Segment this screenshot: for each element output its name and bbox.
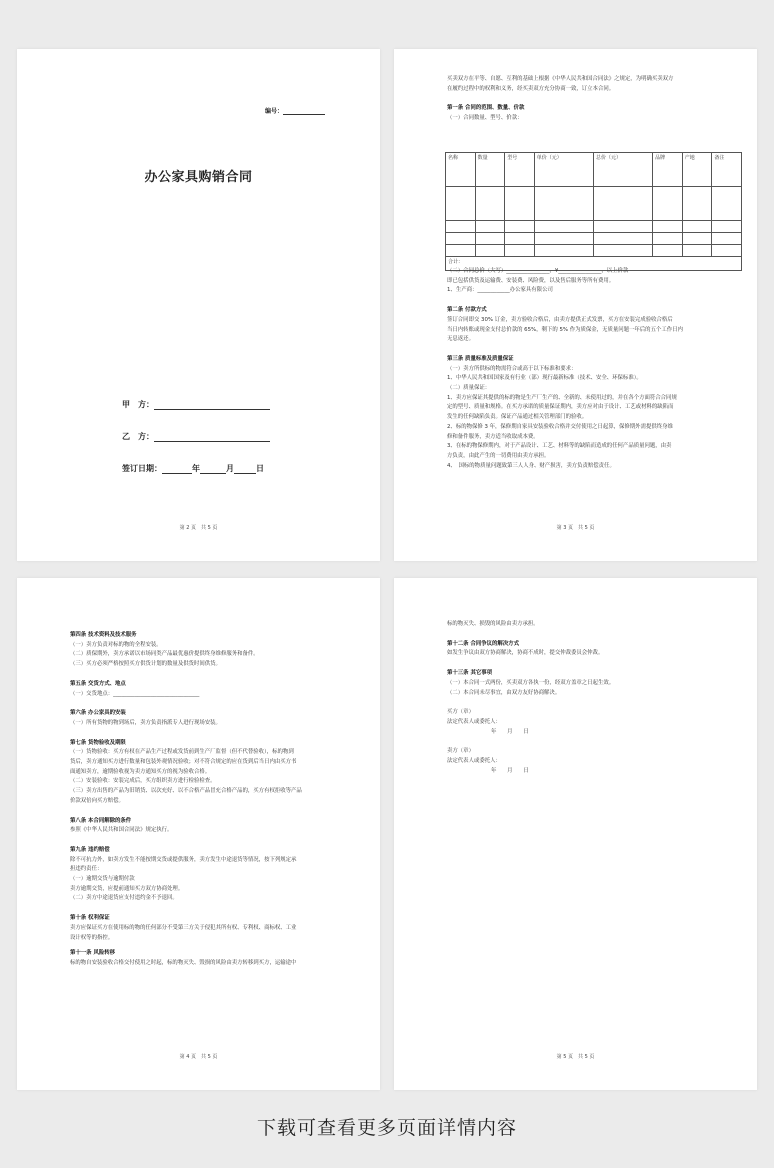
text-line: 当日内转账或现金支付总价款的 65%，剩下的 5% 作为质保金，无质量问题一年后的五个工作日内 (447, 326, 683, 333)
article-heading: 第三条 质量标准及质量保证 (447, 355, 514, 362)
page-3 (17, 578, 380, 1090)
text-line: 如发生争议由双方协商解决，协商不成时，提交仲裁委员会仲裁。 (447, 650, 604, 657)
article-heading: 第五条 交货方式、地点 (70, 680, 126, 687)
contract-number-blank (283, 108, 325, 115)
buyer-seal-label: 买方（章） (447, 709, 474, 716)
text-line: 1、卖方应保证其提供的标的物是生产厂生产的、全新的、未使用过的，并在各个方面符合合同规 (447, 394, 677, 401)
day-blank (234, 465, 256, 474)
article-heading: 第十一条 风险转移 (70, 950, 116, 957)
text-line: 1、生产商：____________办公家具有限公司 (447, 287, 553, 294)
text-line: （三）卖方出售的产品为旧销货、以次充好、以不合格产品冒充合格产品的，买方有权拒收等产品 (70, 788, 302, 795)
text-line: （一）逾期交货与逾期付款 (70, 876, 135, 883)
text-line: 卖方应保证买方在使用标的物的任何部分不受第三方关于侵犯其所有权、专利权、商标权、工业 (70, 924, 297, 931)
text-line: （一）合同数量、型号、价款： (447, 115, 523, 122)
article-heading: 第四条 技术资料及技术服务 (70, 632, 137, 638)
table-header-cell: 名称 (446, 153, 476, 187)
page-footer: 第 5 页 共 5 页 (556, 1054, 595, 1060)
text-line: 面通知卖方，逾期验收视为卖方通知买方的视为验收合格。 (70, 768, 211, 775)
page-4 (394, 578, 757, 1090)
text-line: 买卖双方在平等、自愿、互利的基础上根据《中华人民共和国合同法》之规定，为明确买卖双方 (447, 76, 674, 82)
text-line: 标的物灭失、损毁的风险由卖方承担。 (447, 621, 539, 627)
table-header-cell: 总价（元） (593, 153, 652, 187)
party-a (122, 399, 270, 410)
buyer-representative-label: 法定代表人或委托人： (447, 718, 501, 725)
text-line: 4、 国标的物质量问题致第三人人身、财产损害，卖方负责赔偿责任。 (447, 462, 615, 469)
text-line: 参照《中华人民共和国合同法》规定执行。 (70, 827, 173, 834)
text-line: 价款双倍向买方赔偿。 (70, 797, 124, 804)
text-line: 货后，卖方通知买方进行数量和包装外观情况验收；对不符合规定的应在货到后当日内由买方书 (70, 759, 297, 766)
text-line: 无息返还。 (447, 336, 474, 343)
article-heading: 第十条 权利保证 (70, 915, 110, 922)
text-line: （一）本合同一式两份，买卖双方各执一份，经双方盖章之日起生效。 (447, 679, 615, 686)
table-header-row (446, 153, 742, 187)
party-b-label: 乙 方： (122, 432, 154, 441)
seller-date: 年 月 日 (491, 767, 529, 774)
text-line: 方负责，由此产生的一切费用由卖方承担。 (447, 452, 550, 459)
text-line: 定的型号、质量和规格。在买方承诺的质量保证期内，卖方应对由于设计、工艺或材料的缺陷而 (447, 404, 674, 411)
text-line: （二）本合同未尽事宜，由双方友好协商解决。 (447, 689, 561, 696)
table-total-cell: 合计： (446, 257, 742, 271)
page-2-text-lower (447, 267, 720, 471)
text-line: 卖方逾期交货，应提前通知买方双方协商处理。 (70, 885, 184, 892)
table-row (446, 221, 742, 233)
article-heading: 第一条 合同的范围、数量、价款 (447, 105, 525, 112)
article-heading: 第九条 违约赔偿 (70, 846, 110, 853)
page-4-text (447, 620, 720, 776)
year-blank (162, 465, 192, 474)
article-heading: 第二条 付款方式 (447, 307, 487, 314)
party-a-label: 甲 方： (122, 400, 154, 409)
day-label: 日 (256, 464, 264, 473)
buyer-date: 年 月 日 (491, 728, 529, 735)
goods-table (445, 152, 742, 271)
month-blank (200, 465, 226, 474)
text-line: （一）卖方负责对标的物的全程安装。 (70, 641, 162, 648)
text-line: 标的物自安装验收合格交付使用之时起，标的物灭失、毁损的风险由卖方转移到买方，运输途中 (70, 959, 297, 966)
seller-seal-label: 卖方（章） (447, 748, 474, 755)
contract-number (265, 106, 325, 115)
text-line: （一）所有货物的物到场后，卖方负责指派专人进行现场安装。 (70, 719, 221, 726)
contract-number-label: 编号： (265, 108, 284, 115)
text-line: 担违约责任： (70, 866, 103, 873)
table-row (446, 187, 742, 221)
text-line: （三）买方必须严格按照买方供货计划的数量及供货时间供货。 (70, 661, 221, 668)
page-3-text (70, 631, 343, 969)
contract-title: 办公家具购销合同 (144, 170, 253, 185)
text-line: 3、在标的物保修期内，对于产品设计、工艺、材料等的缺陷而造成的任何产品质量问题，由卖 (447, 443, 672, 450)
sign-date-label: 签订日期： (122, 464, 162, 473)
sign-date (122, 463, 264, 474)
text-line: （二）质保期外，卖方承诺以市场同类产品最优惠价提供终身维修服务和备件。 (70, 651, 259, 658)
table-header-cell: 数量 (475, 153, 505, 187)
text-line: 发生的任何缺陷负责。保证产品通过相关管理部门的验收。 (447, 414, 588, 421)
text-line: （一）卖方所供标的物需符合或高于以下标准和要求： (447, 365, 577, 372)
text-line: 1、中华人民共和国国家及有行业（部）现行最新标准（技术、安全、环保标准）。 (447, 375, 642, 382)
text-line: 在履约过程中的权利和义务，经买卖双方充分协商一致，订立本合同。 (447, 85, 615, 92)
text-line: （二）合同总价（大写）________________，¥________________，以上价款 (447, 268, 629, 274)
party-a-blank (154, 401, 270, 410)
text-line: （一）货物验收：买方有权在产品生产过程或发货前到生产厂监督（但不代替验收），标的物到 (70, 749, 294, 756)
page-footer: 第 4 页 共 5 页 (179, 1054, 218, 1060)
page-footer: 第 3 页 共 5 页 (556, 525, 595, 531)
article-heading: 第八条 本合同解除的条件 (70, 817, 132, 824)
party-b (122, 431, 270, 442)
year-label: 年 (192, 464, 200, 473)
article-heading: 第六条 办公家具的安装 (70, 710, 126, 717)
table-row (446, 233, 742, 245)
text-line: 修和备件服务，卖方适当收取成本费。 (447, 433, 539, 440)
text-line: 2、标的物保修 3 年，保修期自家具安装验收合格并交付使用之日起算，保修期外需提供终身维 (447, 423, 673, 430)
table-header-cell: 备注 (712, 153, 742, 187)
party-b-blank (154, 433, 270, 442)
text-line: （二）质量保证： (447, 385, 491, 392)
text-line: 签订合同即交 30% 订金，卖方验收合格后，由卖方提供正式发票，买方在安装完成验收合格后 (447, 316, 673, 323)
text-line: 设计权等的指控。 (70, 934, 114, 941)
table-row (446, 245, 742, 257)
text-line: （一）交货地点：________________________________ (70, 690, 200, 697)
text-line: 除不可抗力外，如卖方发生不能按期交货或提供服务，卖方发生中途退货等情况，按下列规定承 (70, 856, 297, 863)
month-label: 月 (226, 464, 234, 473)
download-caption: 下载可查看更多页面详情内容 (256, 1117, 517, 1139)
page-2 (394, 49, 757, 561)
table-header-cell: 品牌 (653, 153, 683, 187)
page-2-text (447, 75, 720, 124)
table-header-cell: 型号 (505, 153, 535, 187)
article-heading: 第七条 货物验收及期限 (70, 739, 126, 746)
seller-representative-label: 法定代表人或委托人： (447, 758, 501, 765)
table-header-cell: 产地 (682, 153, 712, 187)
text-line: （二）卖方中途退货应支付违约金不予退回。 (70, 895, 178, 902)
text-line: 即已包括供货及运输费、安装费、风险费，以及售后服务等所有费用。 (447, 277, 615, 284)
article-heading: 第十三条 其它事项 (447, 670, 493, 677)
page-cover (17, 49, 380, 561)
table-header-cell: 单价（元） (534, 153, 593, 187)
text-line: （二）安装验收：安装完成后，买方组织卖方进行检验检查。 (70, 778, 216, 785)
page-footer: 第 2 页 共 5 页 (179, 525, 218, 531)
article-heading: 第十二条 合同争议的解决方式 (447, 640, 519, 647)
